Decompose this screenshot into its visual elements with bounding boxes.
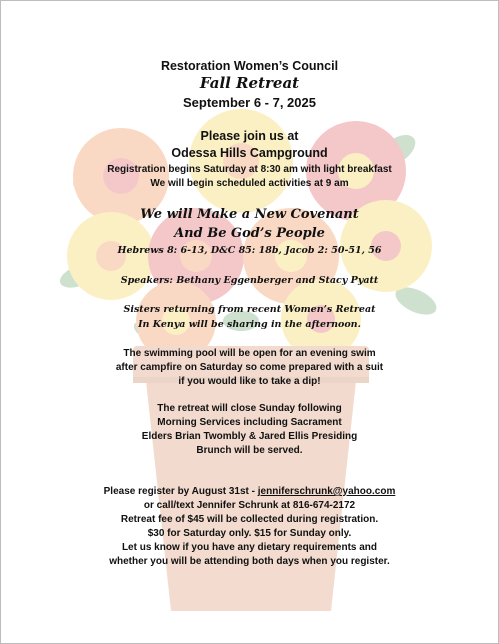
- register-line-6: whether you will be attending both days when you register.: [109, 556, 390, 567]
- campground-name: Odessa Hills Campground: [171, 146, 328, 160]
- join-text: Please join us at: [200, 129, 299, 143]
- theme-line-2: And Be God’s People: [174, 226, 325, 241]
- pool-line-3: if you would like to take a dip!: [178, 376, 321, 387]
- sisters-line-1: Sisters returning from recent Women’s Retreat: [123, 304, 376, 315]
- register-line-4: $30 for Saturday only. $15 for Sunday only.: [147, 528, 352, 539]
- sisters-line-2: In Kenya will be sharing in the afternoon.: [138, 319, 361, 330]
- closing-line-4: Brunch will be served.: [196, 445, 303, 456]
- register-line-3: Retreat fee of $45 will be collected during registration.: [120, 514, 379, 525]
- closing-line-2: Morning Services including Sacrament: [157, 417, 342, 428]
- pool-line-1: The swimming pool will be open for an evening swim: [123, 348, 376, 359]
- activities-time: We will begin scheduled activities at 9 am: [150, 178, 349, 189]
- registration-time: Registration begins Saturday at 8:30 am with light breakfast: [107, 164, 392, 175]
- register-deadline: Please register by August 31st -: [103, 486, 258, 497]
- pool-line-2: after campfire on Saturday so come prepared with a suit: [115, 362, 384, 373]
- scripture-references: Hebrews 8: 6-13, D&C 85: 18b, Jacob 2: 50-51, 56: [117, 245, 382, 256]
- register-line-1: [1, 486, 498, 497]
- flyer-content: [1, 1, 498, 643]
- event-title: Fall Retreat: [199, 74, 300, 92]
- register-line-2: or call/text Jennifer Schrunk at 816-674-2172: [143, 500, 356, 511]
- speakers: Speakers: Bethany Eggenberger and Stacy Pyatt: [120, 275, 379, 286]
- theme-line-1: We will Make a New Covenant: [140, 207, 359, 222]
- event-dates: September 6 - 7, 2025: [183, 95, 316, 110]
- register-line-5: Let us know if you have any dietary requirements and: [121, 542, 378, 553]
- email-link[interactable]: jenniferschrunk@yahoo.com: [257, 486, 396, 497]
- org-name: Restoration Women’s Council: [160, 59, 339, 73]
- closing-line-3: Elders Brian Twombly & Jared Ellis Presiding: [141, 431, 358, 442]
- closing-line-1: The retreat will close Sunday following: [157, 403, 342, 414]
